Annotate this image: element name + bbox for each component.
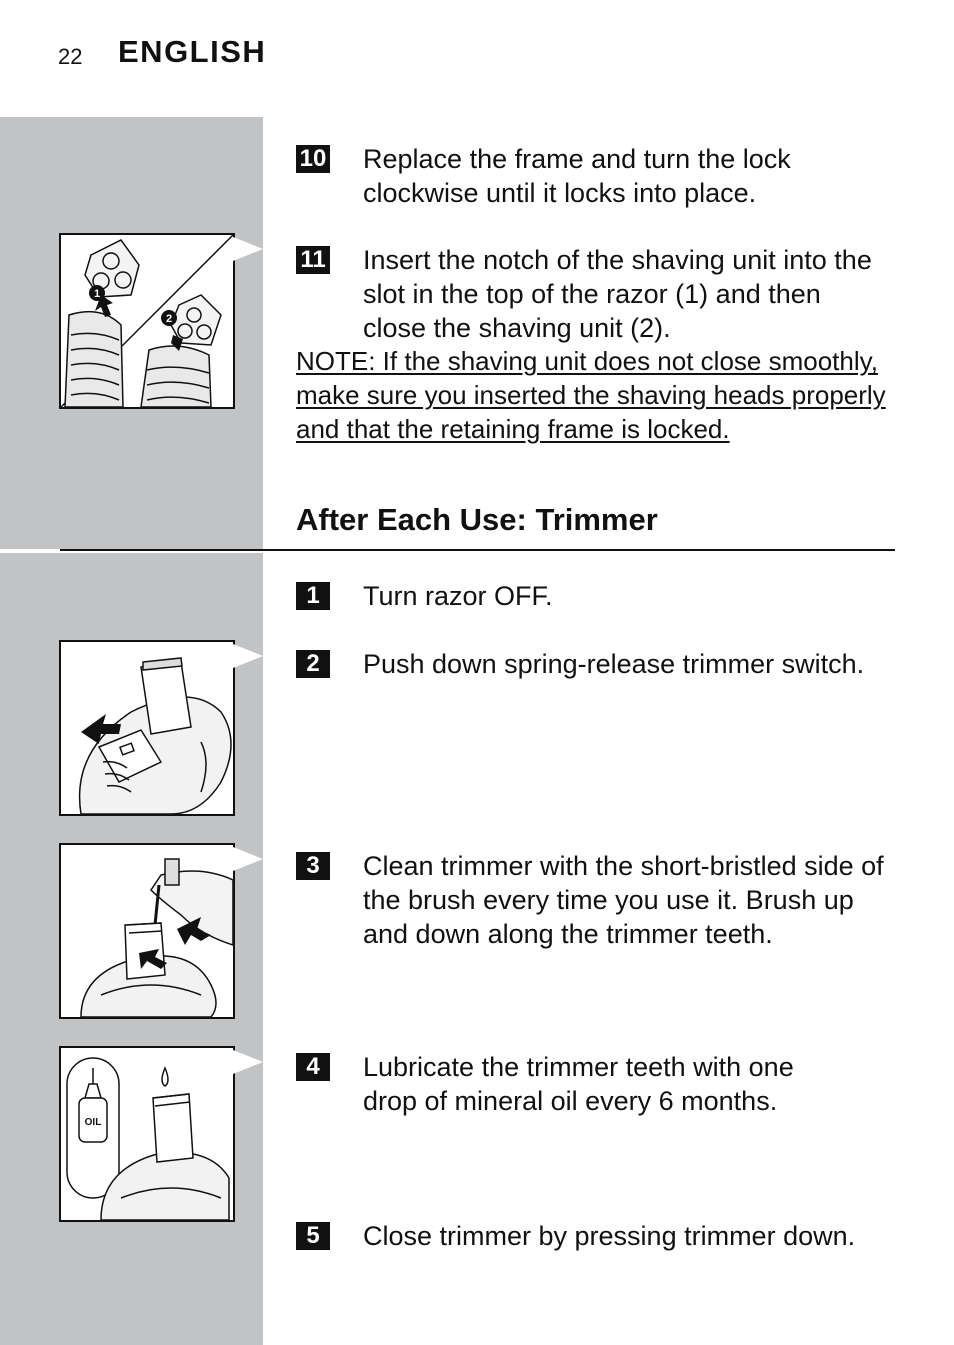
step-number: 10: [296, 145, 330, 173]
illustration-brush-cleaning: [59, 843, 235, 1019]
step-number: 3: [296, 852, 330, 880]
illustration-pointer: [233, 1050, 263, 1074]
step-number: 4: [296, 1053, 330, 1081]
step-number: 1: [296, 582, 330, 610]
section-divider: [60, 549, 895, 551]
trimmer-step-4: [296, 1050, 896, 1118]
step-number: 5: [296, 1222, 330, 1250]
illustration-pointer: [233, 644, 263, 668]
illustration-pointer: [233, 237, 263, 261]
step-number: 2: [296, 650, 330, 678]
callout-2-label: 2: [165, 313, 173, 325]
step-text: Insert the notch of the shaving unit into the slot in the top of the razor (1) and then close the shaving unit (2).: [363, 245, 872, 343]
illustration-oil: [59, 1046, 235, 1222]
trimmer-step-2: [296, 647, 896, 681]
step-text: Close trimmer by pressing trimmer down.: [363, 1221, 856, 1251]
illustration-pointer: [233, 847, 263, 871]
step-text: Lubricate the trimmer teeth with one drop of mineral oil every 6 months.: [363, 1052, 794, 1116]
trimmer-step-1: [296, 579, 896, 613]
illustration-shaving-unit: [59, 233, 235, 409]
page-number: 22: [58, 44, 83, 69]
illustration-trimmer-switch: [59, 640, 235, 816]
trimmer-step-3: [296, 849, 896, 951]
note-text: NOTE: If the shaving unit does not close smoothly, make sure you inserted the shaving heads properly and that the retaining frame is locked.: [296, 346, 886, 444]
trimmer-step-5: [296, 1219, 896, 1253]
step-text: Replace the frame and turn the lock clockwise until it locks into place.: [363, 144, 791, 208]
step-text: Turn razor OFF.: [363, 581, 553, 611]
callout-1-label: 1: [93, 288, 101, 300]
step-10: [296, 142, 896, 210]
section-heading: After Each Use: Trimmer: [296, 502, 658, 537]
oil-bottle-label: OIL: [84, 1117, 102, 1128]
step-11: [296, 243, 896, 345]
language-title: ENGLISH: [118, 34, 267, 69]
step-text: Push down spring-release trimmer switch.: [363, 649, 865, 679]
step-text: Clean trimmer with the short-bristled side of the brush every time you use it. Brush up and down along the trimmer teeth.: [363, 851, 884, 949]
step-number: 11: [296, 246, 330, 274]
